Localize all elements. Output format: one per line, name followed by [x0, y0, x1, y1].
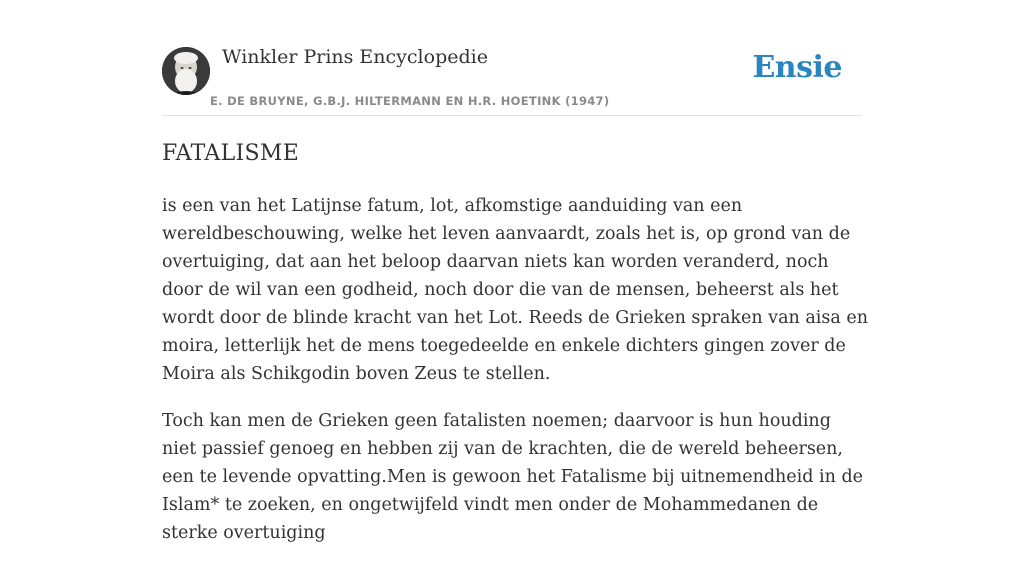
article-title: FATALISME [162, 141, 300, 166]
source-title[interactable]: Winkler Prins Encyclopedie [222, 46, 488, 68]
ensie-logo[interactable]: Ensie [752, 50, 842, 85]
portrait-icon [162, 47, 210, 95]
article-body [162, 192, 868, 566]
portrait-avatar[interactable] [162, 47, 210, 95]
article-paragraph: is een van het Latijnse fatum, lot, afkomstige aanduiding van een wereldbeschouwing, welke het leven aanvaardt, zoals het is, op grond van de overtuiging, dat aan het beloop daarvan niets kan worden veranderd, noch door de wil van een godheid, noch door die van de mensen, beheerst als het wordt door de blinde kracht van het Lot. Reeds de Grieken spraken van aisa en moira, letterlijk het de mens toegedeelde en enkele dichters gingen zover de Moira als Schikgodin boven Zeus te stellen. [162, 196, 868, 384]
authors-line: E. DE BRUYNE, G.B.J. HILTERMANN EN H.R. HOETINK (1947) [210, 94, 610, 108]
article-header [162, 40, 862, 116]
article-paragraph: Toch kan men de Grieken geen fatalisten noemen; daarvoor is hun houding niet passief genoeg en hebben zij van de krachten, die de wereld beheersen, een te levende opvatting.Men is gewoon het Fatalisme bij uitnemendheid in de Islam* te zoeken, en ongetwijfeld vindt men onder de Mohammedanen de sterke overtuiging [162, 411, 864, 543]
